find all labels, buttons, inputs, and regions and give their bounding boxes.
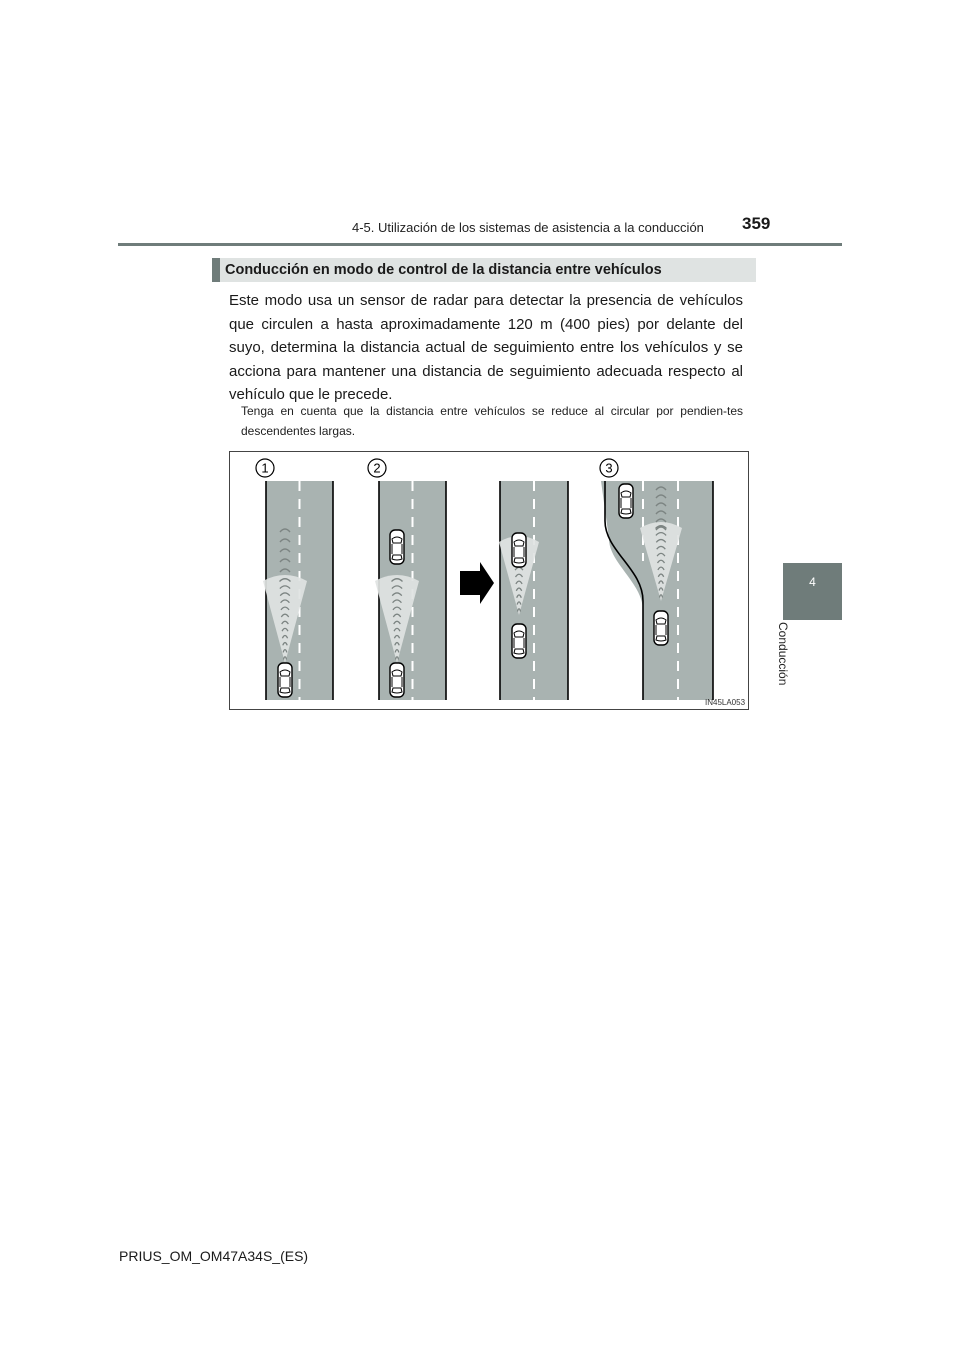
section-path: 4-5. Utilización de los sistemas de asistencia a la conducción: [352, 220, 704, 235]
own-vehicle-3: [512, 624, 526, 658]
merging-vehicle-4: [619, 484, 633, 518]
chapter-title-text: Conducción: [776, 622, 790, 686]
own-vehicle-2: [390, 663, 404, 697]
own-vehicle-1: [278, 663, 292, 697]
chapter-number: 4: [809, 575, 816, 589]
body-paragraph: Este modo usa un sensor de radar para detectar la presencia de vehículos que circulen a hasta aproximadamente 120 m (400 pies) por delante del suyo, determina la distancia actual de seguimiento entre los vehículos y se acciona para mantener una distancia de seguimiento adecuada respecto al vehículo que le precede.: [229, 292, 743, 403]
preceding-vehicle-3: [512, 533, 526, 567]
chapter-title: [776, 622, 810, 702]
section-heading: Conducción en modo de control de la distancia entre vehículos: [225, 262, 662, 278]
note-paragraph: Tenga en cuenta que la distancia entre vehículos se reduce al circular por pendien-tes descendentes largas.: [241, 404, 743, 438]
figure-illustration: [229, 451, 749, 710]
page-number: 359: [742, 214, 771, 233]
callout-3: 3: [605, 460, 613, 476]
footer-document-code: PRIUS_OM_OM47A34S_(ES): [119, 1248, 309, 1264]
own-vehicle-4: [654, 611, 668, 645]
transition-arrow: [460, 562, 494, 604]
callout-2: 2: [373, 460, 381, 476]
chapter-tab: [783, 563, 842, 620]
preceding-vehicle-2: [390, 530, 404, 564]
callout-1: 1: [261, 460, 269, 476]
header-rule: [118, 243, 842, 246]
figure-code: IN45LA053: [705, 698, 746, 707]
